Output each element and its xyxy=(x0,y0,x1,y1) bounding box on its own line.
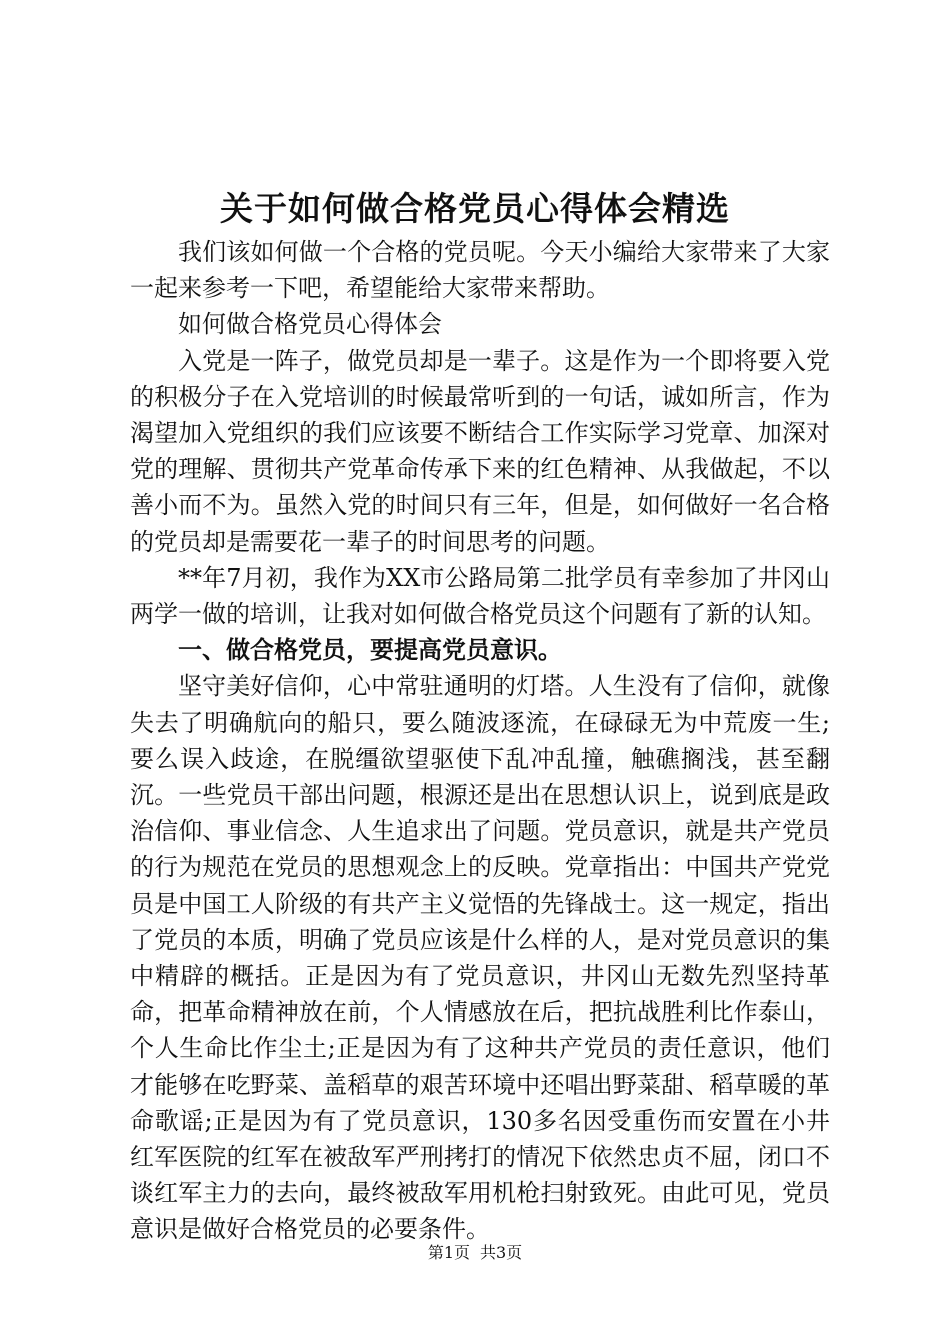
subtitle-paragraph: 如何做合格党员心得体会 xyxy=(178,310,442,339)
section-heading: 一、做合格党员，要提高党员意识。 xyxy=(178,635,562,665)
document-body xyxy=(130,234,830,1248)
body-paragraph: **年7月初，我作为XX市公路局第二批学员有幸参加了井冈山两学一做的培训，让我对如何做合格党员这个问题有了新的认知。 xyxy=(130,563,830,629)
page-number: 第1页 xyxy=(427,1243,470,1262)
intro-paragraph: 我们该如何做一个合格的党员呢。今天小编给大家带来了大家一起来参考一下吧，希望能给大家带来帮助。 xyxy=(130,238,830,303)
page-total: 共3页 xyxy=(480,1243,523,1262)
document-title: 关于如何做合格党员心得体会精选 xyxy=(220,189,730,228)
body-paragraph: 坚守美好信仰，心中常驻通明的灯塔。人生没有了信仰，就像失去了明确航向的船只，要么随波逐流，在碌碌无为中荒废一生;要么误入歧途，在脱缰欲望驱使下乱冲乱撞，触礁搁浅，甚至翻沉。一些党员干部出问题，根源还是出在思想认识上，说到底是政治信仰、事业信念、人生追求出了问题。党员意识，就是共产党员的行为规范在党员的思想观念上的反映。党章指出：中国共产党党员是中国工人阶级的有共产主义觉悟的先锋战士。这一规定，指出了党员的本质，明确了党员应该是什么样的人，是对党员意识的集中精辟的概括。正是因为有了党员意识，井冈山无数先烈坚持革命，把革命精神放在前，个人情感放在后，把抗战胜利比作泰山，个人生命比作尘土;正是因为有了这种共产党员的责任意识，他们才能够在吃野菜、盖稻草的艰苦环境中还唱出野菜甜、稻草暖的革命歌谣;正是因为有了党员意识，130多名因受重伤而安置在小井红军医院的红军在被敌军严刑拷打的情况下依然忠贞不屈，闭口不谈红军主力的去向，最终被敌军用机枪扫射致死。由此可见，党员意识是做好合格党员的必要条件。 xyxy=(130,672,830,1244)
page-footer xyxy=(0,1242,950,1264)
body-paragraph: 入党是一阵子，做党员却是一辈子。这是作为一个即将要入党的积极分子在入党培训的时候最常听到的一句话，诚如所言，作为渴望加入党组织的我们应该要不断结合工作实际学习党章、加深对党的理解、贯彻共产党革命传承下来的红色精神、从我做起，不以善小而不为。虽然入党的时间只有三年，但是，如何做好一名合格的党员却是需要花一辈子的时间思考的问题。 xyxy=(130,346,830,556)
